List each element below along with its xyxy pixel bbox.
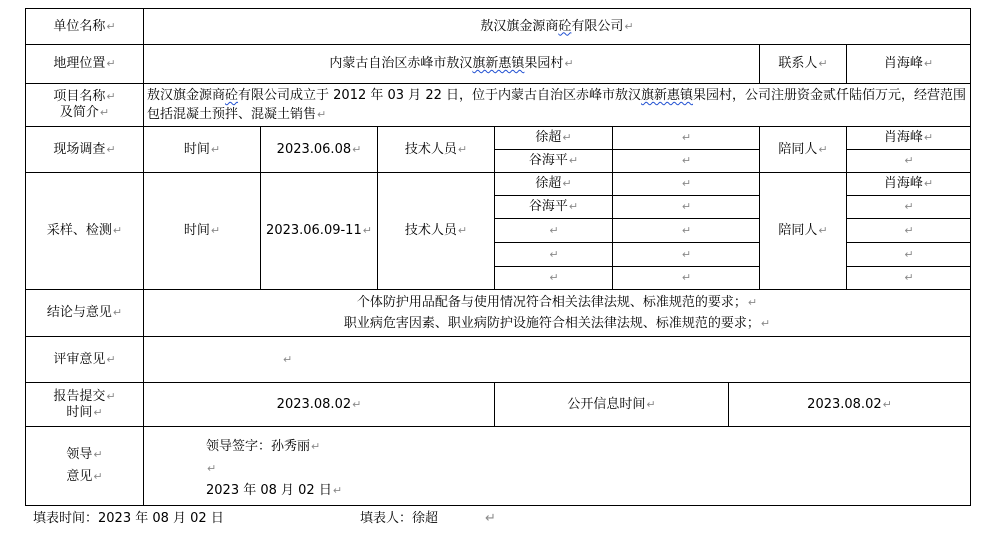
contact-value: 肖海峰 (883, 56, 923, 71)
unit-name-value: 敖汉旗金源商砼有限公司 (480, 18, 624, 34)
contact-label-cell: 联系人 ↵ (759, 44, 847, 84)
footer-para-mark: ↵ (485, 511, 496, 526)
sampling-tech-5: ↵ (494, 266, 613, 290)
leader-date: 2023 年 08 月 02 日 (206, 483, 332, 498)
contact-value-cell: 肖海峰 ↵ (846, 44, 971, 84)
leader-signature: 领导签字：孙秀丽 (206, 439, 311, 454)
sampling-accomp-label-cell: 陪同人 ↵ (759, 172, 847, 290)
report-label-cell: 报告提交↵ 时间↵ (25, 382, 144, 427)
location-label-cell: 地理位置 ↵ (25, 44, 144, 84)
sampling-tech-3-extra: ↵ (612, 218, 760, 243)
sampling-tech-2-extra: ↵ (612, 195, 760, 219)
sampling-tech-label: 技术人员 (404, 223, 457, 238)
project-label-1: 项目名称 (53, 89, 106, 104)
sampling-accomp-1: 肖海峰 ↵ (846, 172, 971, 196)
location-label: 地理位置 (53, 56, 106, 71)
leader-label-1: 领导 (66, 447, 93, 462)
survey-tech-2-extra: ↵ (612, 149, 760, 173)
survey-tech-2: 谷海平 ↵ (494, 149, 613, 173)
location-value: 内蒙古自治区赤峰市敖汉旗新惠镇果园村 (329, 56, 564, 71)
review-label: 评审意见 (53, 351, 106, 367)
sampling-tech-3: ↵ (494, 218, 613, 243)
report-date: 2023.08.02 (276, 396, 352, 412)
sampling-tech-4: ↵ (494, 242, 613, 267)
fill-time: 填表时间：2023 年 08 月 02 日 (33, 511, 224, 526)
survey-label: 现场调查 (53, 141, 106, 157)
leader-opinion-cell: 领导签字：孙秀丽↵ ↵ 2023 年 08 月 02 日↵ (143, 426, 971, 506)
project-desc-cell (143, 83, 971, 127)
survey-tech-1-extra: ↵ (612, 126, 760, 150)
sampling-tech-5-extra: ↵ (612, 266, 760, 290)
project-description: 敖汉旗金源商砼有限公司成立于 2012 年 03 月 22 日，位于内蒙古自治区赤峰市敖汉旗新惠镇果园村，公司注册资金贰仟陆佰万元，经营范围包括混凝土预拌、混凝土销售↵ (147, 88, 967, 122)
survey-tech-1: 徐超 ↵ (494, 126, 613, 150)
sampling-tech-1: 徐超 ↵ (494, 172, 613, 196)
survey-accomp-label: 陪同人 (778, 141, 818, 157)
public-info-label: 公开信息时间 (567, 396, 646, 412)
survey-accomp-1: 肖海峰 ↵ (846, 126, 971, 150)
sampling-accomp-label: 陪同人 (778, 223, 818, 238)
survey-accomp-2: ↵ (846, 149, 971, 173)
public-info-date: 2023.08.02 (807, 396, 882, 412)
sampling-time-label-cell: 时间 ↵ (143, 172, 261, 290)
public-info-date-cell: 2023.08.02 ↵ (728, 382, 971, 427)
sampling-tech-4-extra: ↵ (612, 242, 760, 267)
survey-time-label: 时间 (183, 141, 210, 157)
survey-date-cell: 2023.06.08 ↵ (260, 126, 378, 173)
project-label-cell: 项目名称↵ 及简介↵ (25, 83, 144, 127)
unit-name-value-cell: 敖汉旗金源商砼有限公司 ↵ (143, 8, 971, 45)
survey-label-cell: 现场调查 ↵ (25, 126, 144, 173)
project-label-2: 及简介 (59, 105, 99, 120)
report-label-2: 时间 (66, 404, 93, 420)
leader-label-cell: 领导↵ 意见↵ (25, 426, 144, 506)
sampling-accomp-5: ↵ (846, 266, 971, 290)
unit-name-label-cell: 单位名称 ↵ (25, 8, 144, 45)
filler: 填表人：徐超 (360, 511, 439, 526)
location-value-cell: 内蒙古自治区赤峰市敖汉旗新惠镇果园村 ↵ (143, 44, 760, 84)
sampling-date: 2023.06.09-11 (266, 223, 362, 238)
sampling-tech-label-cell: 技术人员 ↵ (377, 172, 495, 290)
conclusion-line-1: 个体防护用品配备与使用情况符合相关法律法规、标准规范的要求； (356, 295, 747, 310)
record-form (25, 8, 971, 506)
survey-date: 2023.06.08 (276, 141, 352, 157)
conclusion-text-cell: 个体防护用品配备与使用情况符合相关法律法规、标准规范的要求；↵ 职业病危害因素、职业病防护设施符合相关法律法规、标准规范的要求；↵ (143, 289, 971, 337)
report-label-1: 报告提交 (53, 388, 106, 404)
survey-accomp-label-cell: 陪同人 ↵ (759, 126, 847, 173)
conclusion-label-cell: 结论与意见 ↵ (25, 289, 144, 337)
sampling-label-cell: 采样、检测 ↵ (25, 172, 144, 290)
survey-time-label-cell: 时间 ↵ (143, 126, 261, 173)
conclusion-label: 结论与意见 (46, 305, 112, 320)
sampling-accomp-3: ↵ (846, 218, 971, 243)
sampling-tech-1-extra: ↵ (612, 172, 760, 196)
review-value-cell: ↵ (143, 336, 971, 383)
contact-label: 联系人 (778, 56, 818, 71)
report-date-cell: 2023.08.02 ↵ (143, 382, 495, 427)
sampling-date-cell: 2023.06.09-11 ↵ (260, 172, 378, 290)
unit-name-label: 单位名称 (53, 18, 106, 34)
review-label-cell: 评审意见 ↵ (25, 336, 144, 383)
survey-tech-label: 技术人员 (404, 141, 457, 157)
sampling-accomp-2: ↵ (846, 195, 971, 219)
leader-label-2: 意见 (66, 469, 93, 484)
survey-tech-label-cell: 技术人员 ↵ (377, 126, 495, 173)
sampling-accomp-4: ↵ (846, 242, 971, 267)
public-info-label-cell: 公开信息时间 ↵ (494, 382, 729, 427)
sampling-time-label: 时间 (183, 223, 210, 238)
sampling-tech-2: 谷海平 ↵ (494, 195, 613, 219)
conclusion-line-2: 职业病危害因素、职业病防护设施符合相关法律法规、标准规范的要求； (343, 316, 760, 331)
sampling-label: 采样、检测 (46, 223, 112, 238)
